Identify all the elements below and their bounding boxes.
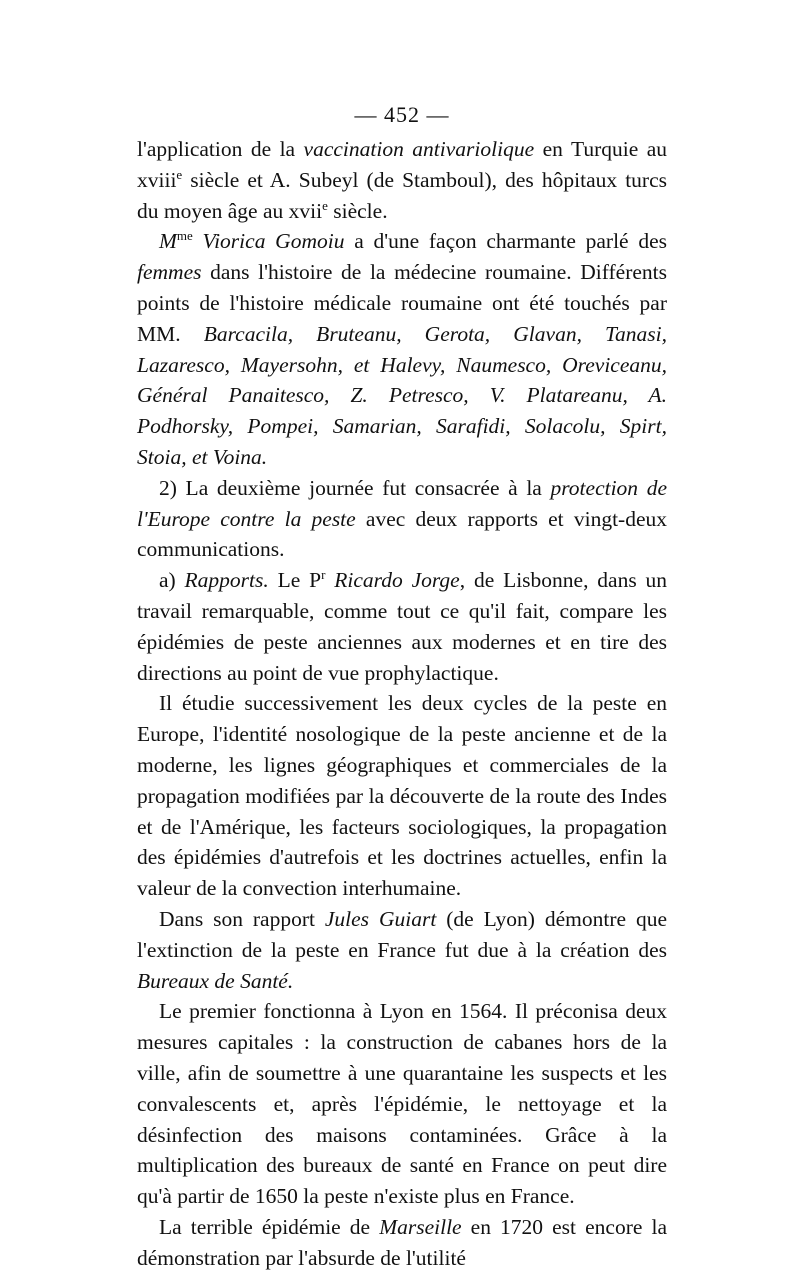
italic-name: Jules Guiart xyxy=(324,906,437,931)
page-number: — 452 — xyxy=(354,102,450,127)
text-run: Il étudie successivement les deux cycles de la peste en Europe, l'identité nosologique de la peste ancienne et de la moderne, les lignes géographiques et commerciales de la propagation modifiées par la découverte de la route des Indes et de l'Amérique, les facteurs sociologiques, la propagation des épidémies d'autrefois et les doctrines actuelles, enfin la valeur de la convection interhumaine. xyxy=(137,691,667,901)
text-run: Le P xyxy=(268,568,322,593)
italic-name-list: Barcacila, Bruteanu, Gerota, Glavan, Tanasi, Lazaresco, Mayersohn, et Halevy, Naumesco, Oreviceanu, Général Panaitesco, Z. Petresco, V. Platareanu, A. Podhorsky, Pompei, Samarian, Sarafidi, Solacolu, Spirt, Stoia, et Voina. xyxy=(137,321,667,469)
superscript: r xyxy=(321,567,326,583)
superscript: e xyxy=(176,166,183,182)
italic-term: femmes xyxy=(137,260,202,285)
italic-term: M xyxy=(159,229,177,254)
text-run: en 1720 est encore la démonstration par l'absurde de l'utilité xyxy=(137,1214,667,1270)
superscript: e xyxy=(322,197,328,213)
text-run: avec deux rapports et vingt-deux communications. xyxy=(137,506,667,562)
text-run: l'application de la xyxy=(137,137,304,161)
text-run: (de Lyon) démontre que l'extinction de la peste en France fut due à la création des xyxy=(137,906,667,962)
paragraph-gomoiu xyxy=(137,226,667,472)
paragraph-second-day xyxy=(137,473,667,565)
text-run: a) xyxy=(159,568,185,593)
paragraph-rapports xyxy=(137,565,667,688)
text-run: en Turquie au xviii xyxy=(137,137,667,192)
paragraph-guiart xyxy=(137,904,667,996)
paragraph-cycles xyxy=(137,688,667,904)
text-run: La terrible épidémie de xyxy=(159,1214,380,1239)
text-run: 2) La deuxième journée fut consacrée à la xyxy=(159,475,551,500)
paragraph-marseille xyxy=(137,1212,667,1273)
superscript: me xyxy=(176,228,193,244)
italic-term: Bureaux de Santé. xyxy=(137,968,294,993)
text-run: Le premier fonctionna à Lyon en 1564. Il préconisa deux mesures capitales : la construction de cabanes hors de la ville, afin de soumettre à une quarantaine les suspects et les convalescents et, après l'épidémie, le nettoyage et la désinfection des maisons contaminées. Grâce à la multiplication des bureaux de santé en France on peut dire qu'à partir de 1650 la peste n'existe plus en France. xyxy=(137,999,667,1209)
text-run: dans l'histoire de la médecine roumaine. Différents points de l'histoire médicale roumaine ont été touchés par MM. xyxy=(137,260,667,346)
paragraph-lyon xyxy=(137,996,667,1212)
italic-term: protection de l'Europe contre la peste xyxy=(137,475,667,531)
book-page xyxy=(137,100,667,1273)
italic-heading: Rapports. xyxy=(184,568,269,593)
paragraph-vaccination xyxy=(137,134,667,226)
italic-place: Marseille xyxy=(379,1214,462,1239)
italic-name: Viorica Gomoiu xyxy=(192,229,345,254)
text-run: siècle et A. Subeyl (de Stamboul), des hôpitaux turcs du moyen âge au xvii xyxy=(137,167,667,223)
text-run: Dans son rapport xyxy=(159,906,325,931)
text-run: siècle. xyxy=(327,198,388,223)
text-run xyxy=(325,568,334,592)
italic-name: Ricardo Jorge xyxy=(334,568,460,593)
text-run: , de Lisbonne, dans un travail remarquable, comme tout ce qu'il fait, compare les épidémies de peste anciennes aux modernes et en tire des directions au point de vue prophylactique. xyxy=(137,568,668,685)
text-run: a d'une façon charmante parlé des xyxy=(344,229,667,254)
italic-term: vaccination antivariolique xyxy=(303,137,535,161)
